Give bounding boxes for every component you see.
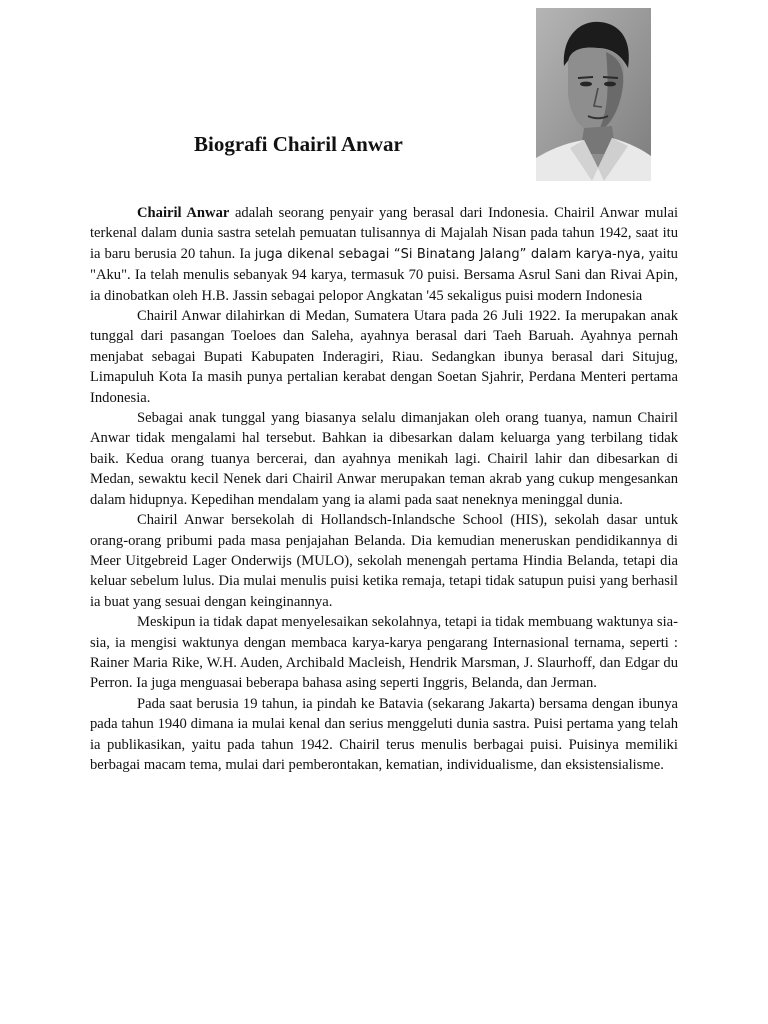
paragraph-1-text-b: juga dikenal sebagai “Si Binatang Jalang” dalam karya-nya, (254, 246, 645, 262)
subject-name: Chairil Anwar (137, 205, 230, 221)
paragraph-1 (90, 203, 678, 306)
paragraph-3: Sebagai anak tunggal yang biasanya selalu dimanjakan oleh orang tuanya, namun Chairil Anwar tidak mengalami hal tersebut. Bahkan ia dibesarkan dalam keluarga yang terbilang tidak baik. Kedua orang tuanya bercerai, dan ayahnya menikah lagi. Chairil lahir dan dibesarkan di Medan, sewaktu kecil Nenek dari Chairil Anwar merupakan teman akrab yang cukup mengesankan dalam hidupnya. Kepedihan mendalam yang ia alami pada saat neneknya meninggal dunia. (90, 410, 678, 508)
paragraph-6: Pada saat berusia 19 tahun, ia pindah ke Batavia (sekarang Jakarta) bersama dengan ibunya pada tahun 1940 dimana ia mulai kenal dan serius menggeluti dunia sastra. Puisi pertama yang telah ia publikasikan, yaitu pada tahun 1942. Chairil terus menulis berbagai puisi. Puisinya memiliki berbagai macam tema, mulai dari pemberontakan, kematian, individualisme, dan eksistensialisme. (90, 695, 678, 773)
paragraph-4: Chairil Anwar bersekolah di Hollandsch-Inlandsche School (HIS), sekolah dasar untuk orang-orang pribumi pada masa penjajahan Belanda. Dia kemudian meneruskan pendidikannya di Meer Uitgebreid Lager Onderwijs (MULO), sekolah menengah pertama Hindia Belanda, tetapi dia keluar sebelum lulus. Dia mulai menulis puisi ketika remaja, tetapi tidak satupun puisi yang berhasil ia buat yang sesuai dengan keinginannya. (90, 512, 678, 610)
paragraph-1-text-a: adalah seorang penyair yang berasal dari Indonesia. Chairil Anwar mulai terkenal dalam dunia sastra setelah pemuatan tulisannya di Majalah Nisan pada tahun 1942, saat itu ia baru berusia 20 tahun. Ia (90, 205, 678, 262)
document-body (90, 203, 678, 775)
paragraph-5: Meskipun ia tidak dapat menyelesaikan sekolahnya, tetapi ia tidak membuang waktunya sia-sia, ia mengisi waktunya dengan membaca karya-karya pengarang Internasional ternama, seperti : Rainer Maria Rike, W.H. Auden, Archibald Macleish, Hendrik Marsman, J. Slaurhoff, dan Edgar du Perron. Ia juga menguasai beberapa bahasa asing seperti Inggris, Belanda, dan Jerman. (90, 614, 678, 692)
paragraph-2: Chairil Anwar dilahirkan di Medan, Sumatera Utara pada 26 Juli 1922. Ia merupakan anak tunggal dari pasangan Toeloes dan Saleha, ayahnya berasal dari Taeh Baruah. Ayahnya pernah menjabat sebagai Bupati Kabupaten Inderagiri, Riau. Sedangkan ibunya berasal dari Situjug, Limapuluh Kota Ia masih punya pertalian kerabat dengan Soetan Sjahrir, Perdana Menteri pertama Indonesia. (90, 308, 678, 406)
page-title: Biografi Chairil Anwar (194, 132, 403, 156)
portrait-photo (536, 8, 651, 181)
paragraph-1-text-c: yaitu "Aku". Ia telah menulis sebanyak 94 karya, termasuk 70 puisi. Bersama Asrul Sani dan Rivai Apin, ia dinobatkan oleh H.B. Jassin sebagai pelopor Angkatan '45 sekaligus puisi modern Indonesia (90, 245, 678, 304)
portrait-illustration (536, 8, 651, 181)
